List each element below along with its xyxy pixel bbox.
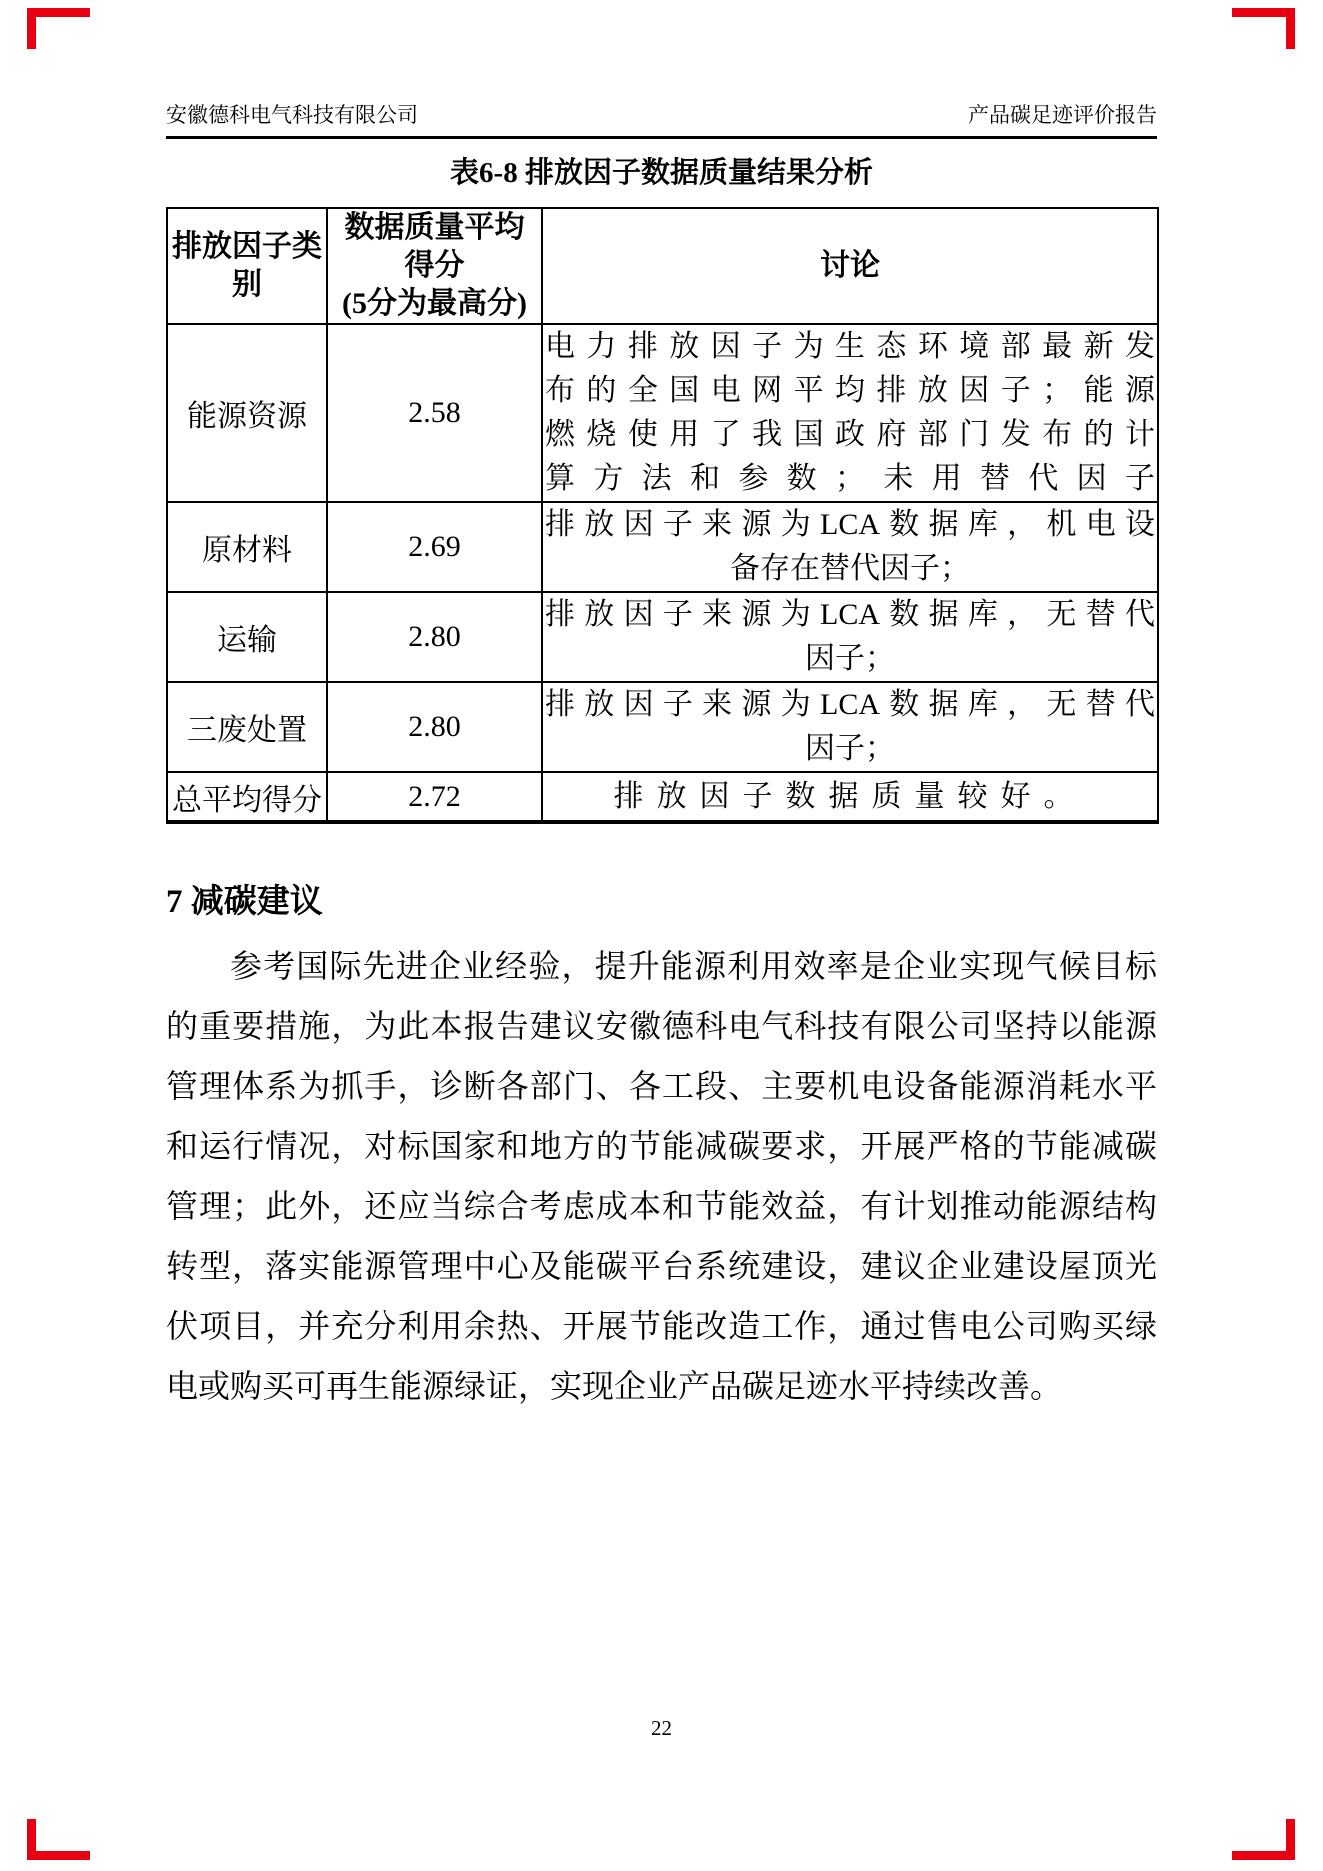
column-header-score-line2: (5分为最高分) bbox=[342, 287, 527, 320]
table-row-total-average bbox=[167, 772, 1158, 822]
discussion-line: 排放因子来源为LCA数据库，无替代 bbox=[545, 598, 1155, 631]
corner-mark-top-right bbox=[1232, 8, 1295, 49]
score-cell: 2.58 bbox=[327, 324, 542, 502]
corner-mark-top-left bbox=[27, 8, 90, 49]
column-header-score bbox=[327, 208, 542, 324]
score-cell: 2.80 bbox=[327, 592, 542, 682]
body-paragraph: 参考国际先进企业经验，提升能源利用效率是企业实现气候目标的重要措施，为此本报告建议安徽德科电气科技有限公司坚持以能源管理体系为抓手，诊断各部门、各工段、主要机电设备能源消耗水平和运行情况，对标国家和地方的节能减碳要求，开展严格的节能减碳管理；此外，还应当综合考虑成本和节能效益，有计划推动能源结构转型，落实能源管理中心及能碳平台系统建设，建议企业建设屋顶光伏项目，并充分利用余热、开展节能改造工作，通过售电公司购买绿电或购买可再生能源绿证，实现企业产品碳足迹水平持续改善。 bbox=[166, 948, 1157, 1404]
discussion-cell bbox=[542, 592, 1158, 682]
discussion-line: 电力排放因子为生态环境部最新发 bbox=[545, 330, 1155, 363]
page-number: 22 bbox=[651, 1716, 672, 1740]
table-row-raw-material bbox=[167, 502, 1158, 592]
discussion-cell bbox=[542, 324, 1158, 502]
column-header-discussion: 讨论 bbox=[542, 208, 1158, 324]
discussion-line: 排放因子来源为LCA数据库，机电设 bbox=[545, 508, 1155, 541]
discussion-cell bbox=[542, 682, 1158, 772]
discussion-line: 因子； bbox=[805, 732, 895, 765]
discussion-line: 布的全国电网平均排放因子；能源 bbox=[545, 374, 1155, 407]
column-header-category: 排放因子类别 bbox=[167, 208, 327, 324]
discussion-line: 算方法和参数；未用替代因子 bbox=[545, 462, 1155, 495]
discussion-line: 排放因子来源为LCA数据库，无替代 bbox=[545, 688, 1155, 721]
page-content bbox=[166, 0, 1157, 1416]
discussion-cell bbox=[542, 772, 1158, 822]
score-cell: 2.80 bbox=[327, 682, 542, 772]
table-row-transport bbox=[167, 592, 1158, 682]
score-cell: 2.72 bbox=[327, 772, 542, 822]
discussion-line: 燃烧使用了我国政府部门发布的计 bbox=[545, 418, 1155, 451]
category-cell: 运输 bbox=[167, 592, 327, 682]
discussion-line: 因子； bbox=[805, 642, 895, 675]
corner-mark-bottom-left bbox=[27, 1819, 90, 1860]
category-cell: 总平均得分 bbox=[167, 772, 327, 822]
document-header bbox=[166, 101, 1157, 139]
category-cell: 三废处置 bbox=[167, 682, 327, 772]
column-header-score-line1: 数据质量平均得分 bbox=[344, 211, 525, 282]
emission-factor-quality-table bbox=[166, 207, 1159, 824]
company-name: 安徽德科电气科技有限公司 bbox=[166, 103, 418, 127]
category-cell: 能源资源 bbox=[167, 324, 327, 502]
table-row-energy bbox=[167, 324, 1158, 502]
table-row-waste-disposal bbox=[167, 682, 1158, 772]
table-title: 表6-8 排放因子数据质量结果分析 bbox=[450, 157, 873, 189]
discussion-line: 排放因子数据质量较好。 bbox=[613, 779, 1087, 813]
page-footer bbox=[0, 1716, 1323, 1741]
table-header-row bbox=[167, 208, 1158, 324]
discussion-cell bbox=[542, 502, 1158, 592]
section-heading: 7 减碳建议 bbox=[166, 884, 323, 920]
category-cell: 原材料 bbox=[167, 502, 327, 592]
discussion-line: 备存在替代因子； bbox=[730, 552, 970, 585]
corner-mark-bottom-right bbox=[1232, 1819, 1295, 1860]
score-cell: 2.69 bbox=[327, 502, 542, 592]
report-title: 产品碳足迹评价报告 bbox=[968, 103, 1157, 127]
